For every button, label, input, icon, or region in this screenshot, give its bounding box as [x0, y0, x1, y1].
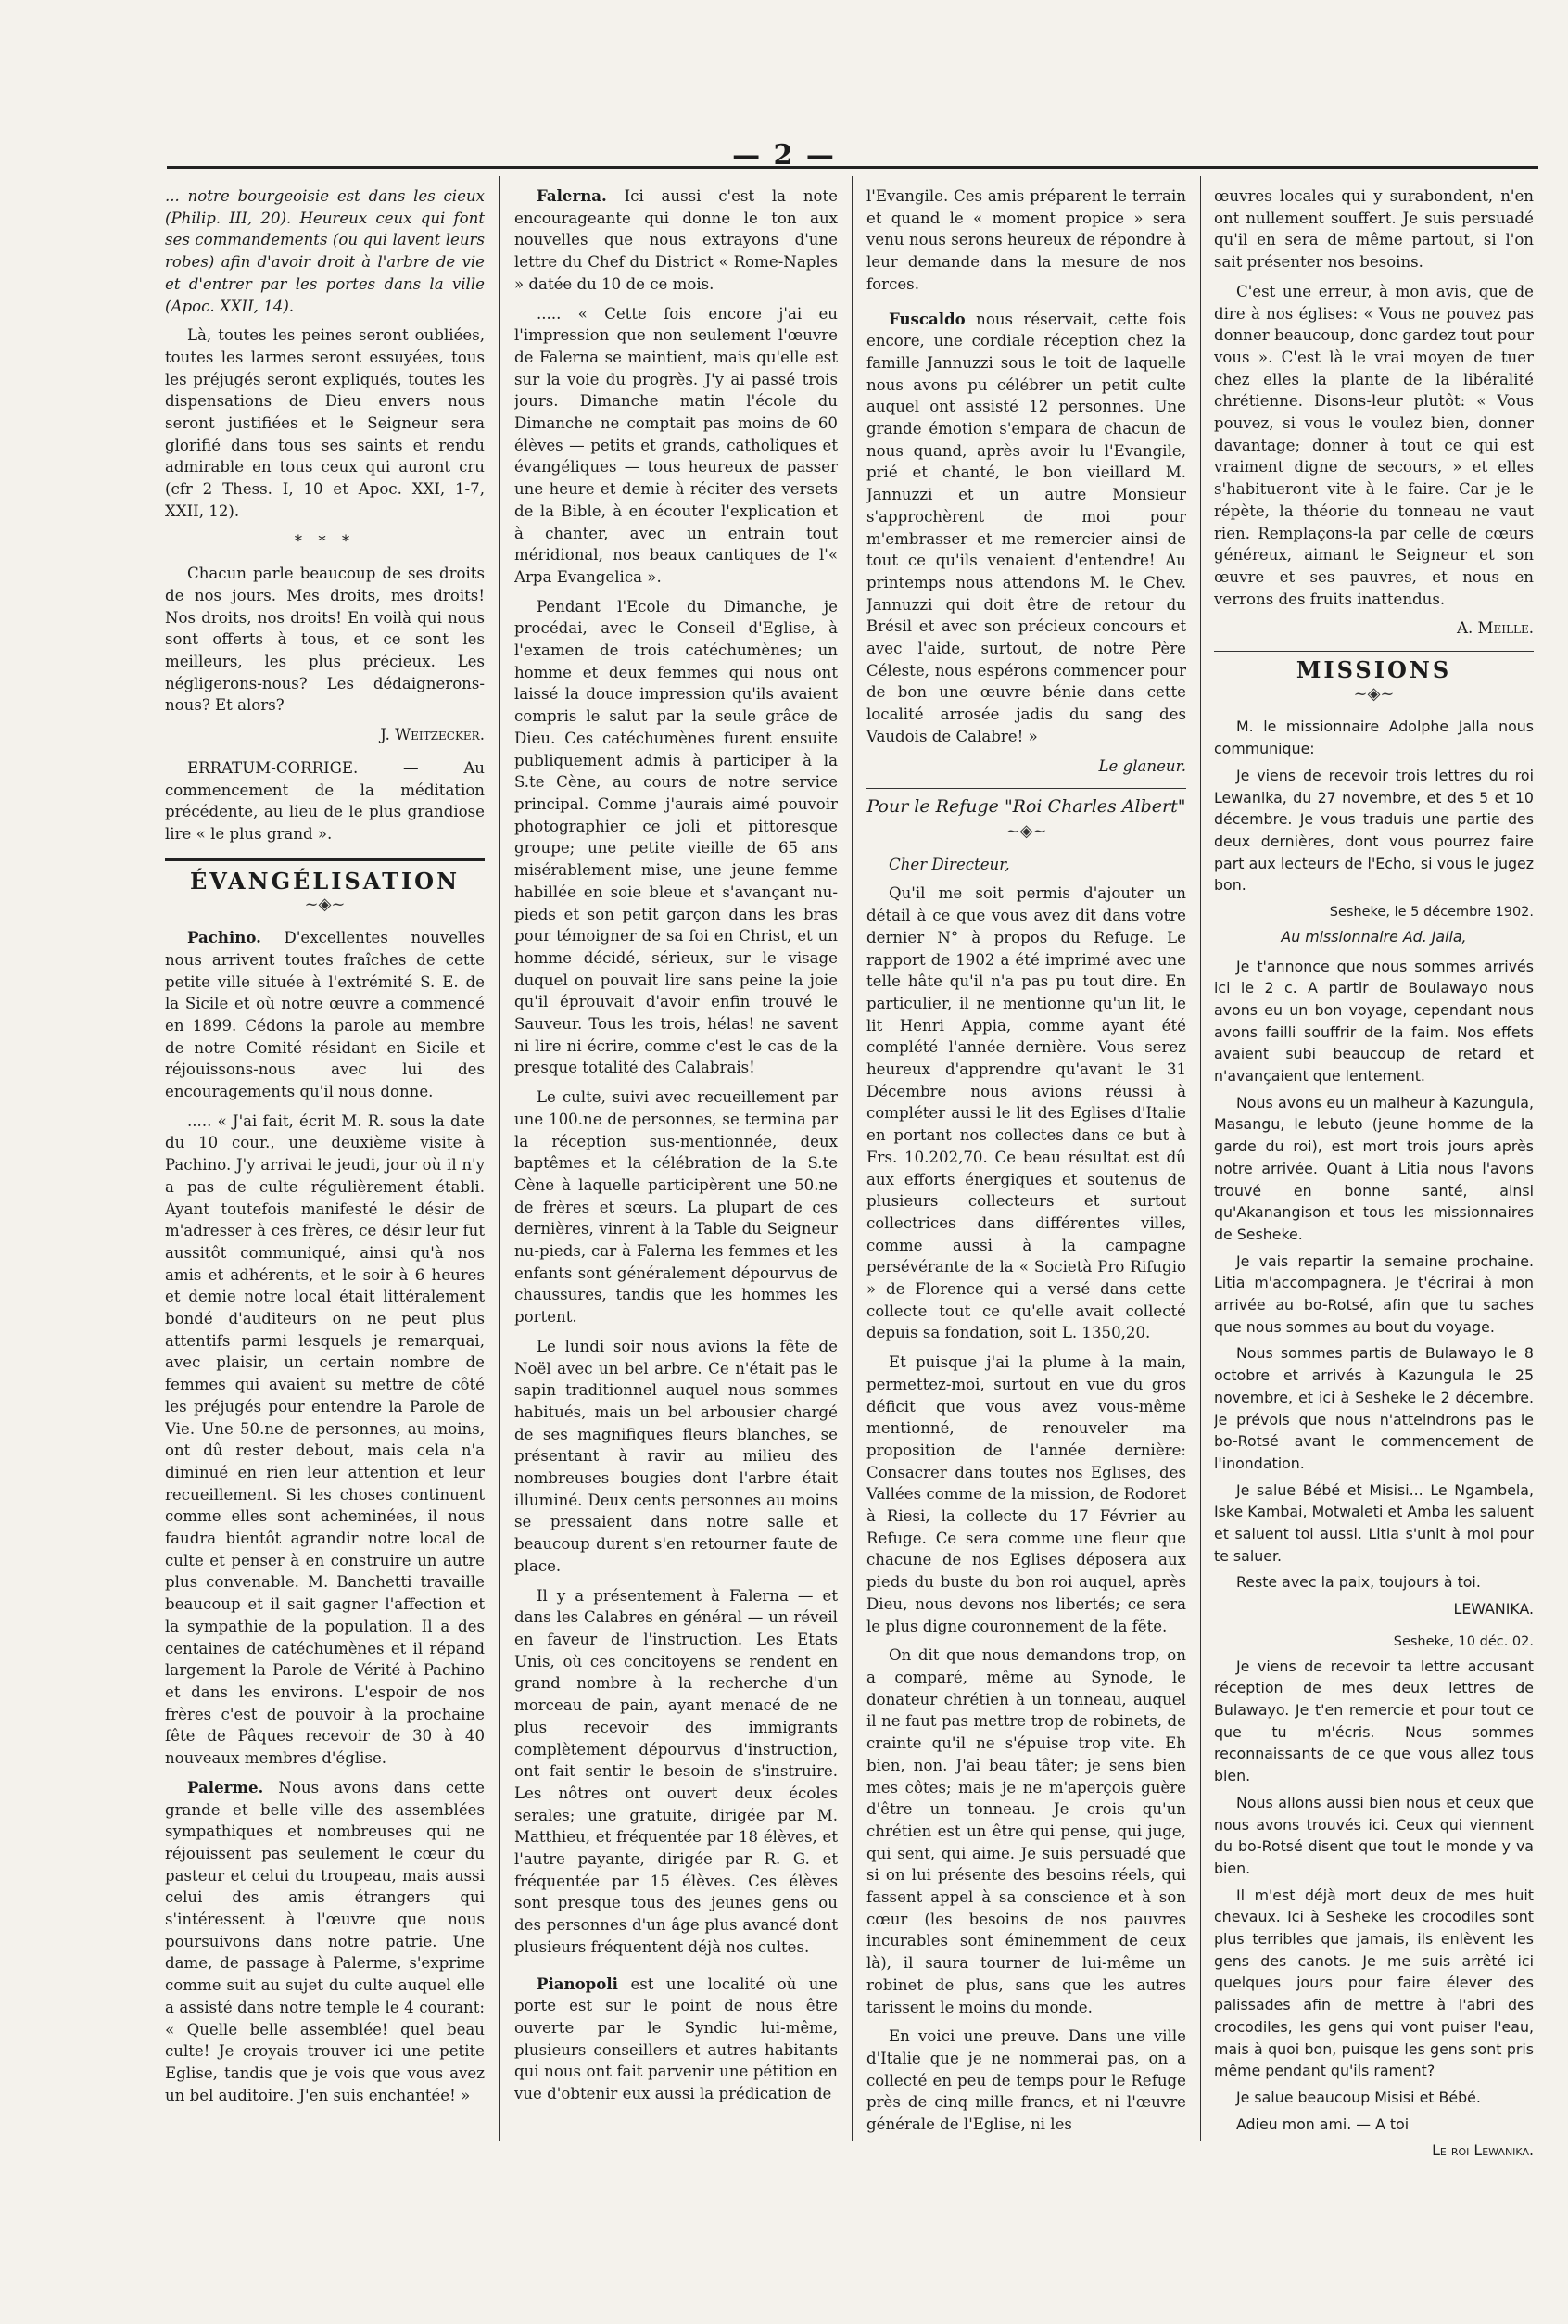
letter-dateline: Sesheke, 10 déc. 02.	[1393, 1633, 1534, 1649]
letter-signature: Le roi Lewanika.	[1432, 2141, 1534, 2160]
column-divider	[1200, 176, 1201, 2141]
paragraph: Pendant l'Ecole du Dimanche, je procédai, avec le Conseil d'Eglise, à l'examen de trois catéchumènes; un homme et deux femmes qui nous ont laissé la douce impression qu'ils avaient compris le salut par la seule grâce de Dieu. Ces catéchumènes furent ensuite publiquement admis à participer à la S.te Cène, au cours de notre service principal. Comme j'aurais aimé pouvoir photographier ce joli et pittoresque groupe; une petite vieille de 65 ans misérablement mise, une jeune femme habillée en soie bleue et s'avançant nu-pieds et son petit garçon dans les bras pour témoigner de sa foi en Christ, et un homme décidé, sérieux, sur le visage duquel on pouvait lire sans peine la joie qu'il éprouvait d'avoir enfin trouvé le Sauveur. Tous les trois, hélas! ne savent ni lire ni écrire, comme c'est le cas de la presque totalité des Calabrais!	[514, 597, 838, 1077]
section-stars: * * *	[294, 531, 356, 550]
column-1	[165, 185, 485, 2290]
article-pianopoli	[514, 1974, 838, 2105]
ornament-icon: ~◈~	[304, 895, 346, 915]
place-name: Fuscaldo	[889, 309, 966, 328]
paragraph: Je t'annonce que nous sommes arrivés ici le 2 c. A partir de Boulawayo nous avons eu un bon voyage, cependant nous avons failli souffrir de la faim. Nos effets avaient subi beaucoup de retard et n'avançaient que lentement.	[1214, 957, 1534, 1086]
column-2	[514, 185, 838, 2290]
scripture-quote: ... notre bourgeoisie est dans les cieux (Philip. III, 20). Heureux ceux qui font ses commandements (ou qui lavent leurs robes) afin d'avoir droit à l'arbre de vie et d'entrer par les portes dans la ville (Apoc. XXII, 14).	[165, 187, 485, 315]
paragraph: Et puisque j'ai la plume à la main, permettez-moi, surtout en vue du gros déficit que vous avez vous-même mentionné, de renouveler ma proposition de l'année dernière: Consacrer dans toutes nos Eglises, des Vallées comme de la mission, de Rodoret à Riesi, la collecte du 17 Février au Refuge. Ce sera comme une fleur que chacune de nos Eglises déposera aux pieds du buste du bon roi auquel, après Dieu, nous devons nos libertés; ce sera le plus digne couronnement de la fête.	[866, 1353, 1186, 1635]
author-signature: J. Weitzecker.	[380, 726, 485, 744]
section-title-evangelisation: ÉVANGÉLISATION	[189, 867, 461, 895]
column-4	[1214, 185, 1534, 2290]
paragraph: Nous allons aussi bien nous et ceux que nous avons trouvés ici. Ceux qui viennent du bo-Rotsé disent que tout le monde y va bien.	[1214, 1793, 1534, 1877]
place-name: Pachino.	[187, 928, 261, 947]
article-title-refuge: Pour le Refuge "Roi Charles Albert"	[866, 796, 1186, 818]
paragraph: Je viens de recevoir trois lettres du roi Lewanika, du 27 novembre, et des 5 et 10 décembre. Je vous traduis une partie des deux dernières, dont vous pourrez faire part aux lecteurs de l'Echo, si vous le jugez bon.	[1214, 766, 1534, 895]
paragraph: Il y a présentement à Falerna — et dans les Calabres en général — un réveil en faveur de l'instruction. Les Etats Unis, où ces concitoyens se rendent en grand nombre à la recherche d'un morceau de pain, ayant menacé de ne plus recevoir des immigrants complètement dépourvus d'instruction, ont fait sentir le besoin de s'instruire. Les nôtres ont ouvert deux écoles serales; une gratuite, dirigée par M. Matthieu, et fréquentée par 18 élèves, et l'autre payante, dirigée par R. G. et fréquentée par 15 élèves. Ces élèves sont presque tous des jeunes gens ou des personnes d'un âge plus avancé dont plusieurs fréquentent déjà nos cultes.	[514, 1586, 838, 1956]
header-rule	[167, 166, 1538, 169]
page-number: — 2 —	[732, 139, 836, 171]
salutation: Cher Directeur,	[889, 855, 1010, 873]
paragraph: ..... « J'ai fait, écrit M. R. sous la date du 10 cour., une deuxième visite à Pachino. J'y arrivai le jeudi, jour où il n'y a pas de culte régulièrement établi. Ayant toutefois manifesté le désir de m'adresser à ces frères, ce désir leur fut aussitôt communiqué, ainsi qu'à nos amis et adhérents, et le soir à 6 heures et demie notre local était littéralement bondé d'auditeurs on ne peut plus attentifs parmi lesquels je remarquai, avec plaisir, un certain nombre de femmes qui avaient su mettre de côté les préjugés pour entendre la Parole de Vie. Une 50.ne de personnes, au moins, ont dû rester debout, mais cela n'a diminué en rien leur attention et leur recueillement. Si les choses continuent comme elles sont acheminées, il nous faudra bientôt agrandir notre local de culte et penser à en construire un autre plus convenable. M. Banchetti travaille beaucoup et il sait gagner l'affection et la sympathie de la population. Il a des centaines de catéchumènes et il répand largement la Parole de Vérité à Pachino et dans les environs. L'espoir de nos frères c'est de pouvoir à la prochaine fête de Pâques recevoir de 30 à 40 nouveaux membres d'église.	[165, 1111, 485, 1768]
paragraph: Je viens de recevoir ta lettre accusant réception de mes deux lettres de Bulawayo. Je t'en remercie et pour tout ce que tu m'écris. Nous sommes reconnaissants de ce que vous allez tous bien.	[1214, 1657, 1534, 1785]
paragraph: Le culte, suivi avec recueillement par une 100.ne de personnes, se termina par la réception sus-mentionnée, deux baptêmes et la célébration de la S.te Cène à laquelle participèrent une 50.ne de frères et sœurs. La plupart de ces dernières, vinrent à la Table du Seigneur nu-pieds, car à Falerna les femmes et les enfants sont généralement dépourvus de chaussures, tandis que les hommes les portent.	[514, 1088, 838, 1327]
paragraph: D'excellentes nouvelles nous arrivent toutes fraîches de cette petite ville située à l'extrémité S. E. de la Sicile et où notre œuvre a commencé en 1899. Cédons la parole au membre de notre Comité résidant en Sicile et réjouissons-nous avec lui des encouragements qu'il nous donne.	[165, 929, 485, 1101]
paragraph: Le lundi soir nous avions la fête de Noël avec un bel arbre. Ce n'était pas le sapin traditionnel auquel nous sommes habitués, mais un bel arbousier chargé de ses magnifiques fleurs blanches, se présentant à ravir au milieu des nombreuses bougies dont l'arbre était illuminé. Deux cents personnes au moins se pressaient dans notre salle et beaucoup durent s'en retourner faute de place.	[514, 1337, 838, 1575]
paragraph: En voici une preuve. Dans une ville d'Italie que je ne nommerai pas, on a collecté en peu de temps pour le Refuge près de cinq mille francs, et ni l'œuvre générale de l'Eglise, ni les	[866, 2027, 1186, 2134]
paragraph: C'est une erreur, à mon avis, que de dire à nos églises: « Vous ne pouvez pas donner beaucoup, donc gardez tout pour vous ». C'est là le vrai moyen de tuer chez elles la plante de la libéralité chrétienne. Disons-leur plutôt: « Vous pouvez, si vous le voulez bien, donner davantage; donner à tout ce qui est vraiment digne de secours, » et elles s'habitueront vite à le faire. Car je le répète, la théorie du tonneau ne vaut rien. Remplaçons-la par celle de cœurs généreux, aimant le Seigneur et son œuvre et ses pauvres, et nous en verrons des fruits inattendus.	[1214, 282, 1534, 608]
paragraph: Je salue Bébé et Misisi... Le Ngambela, Iske Kambai, Motwaleti et Amba les saluent et saluent toi aussi. Litia s'unit à moi pour te saluer.	[1214, 1480, 1534, 1565]
letter-signature: LEWANIKA.	[1453, 1600, 1534, 1619]
section-title-missions: MISSIONS	[1296, 656, 1452, 684]
letter-addressee: Au missionnaire Ad. Jalla,	[1281, 927, 1467, 946]
paragraph: ..... « Cette fois encore j'ai eu l'impression que non seulement l'œuvre de Falerna se maintient, mais qu'elle est sur la voie du progrès. J'y ai passé trois jours. Dimanche matin l'école du Dimanche ne comptait pas moins de 60 élèves — petits et grands, catholiques et évangéliques — tous heureux de passer une heure et demie à réciter des versets de la Bible, à en écouter l'explication et à chanter, avec un entrain tout méridional, nos beaux cantiques de l'« Arpa Evangelica ».	[514, 304, 838, 586]
paragraph: On dit que nous demandons trop, on a comparé, même au Synode, le donateur chrétien à un tonneau, auquel il ne faut pas mettre trop de robinets, de crainte qu'il ne s'épuise trop vite. Eh bien, non. J'ai beau tâter; je sens bien mes côtes; mais je ne m'aperçois guère d'être un tonneau. Je crois qu'un chrétien est un être qui pense, qui juge, qui sent, qui aime. Je suis persuadé que si on lui présente des besoins réels, qui fassent appel à sa conscience et à son cœur (les besoins de nos pauvres incurables sont éminemment de ceux là), il saura tourner de lui-même un robinet de plus, sans que les autres tarissent le moins du monde.	[866, 1646, 1186, 2016]
section-rule	[866, 788, 1186, 789]
missions-article	[1214, 716, 1534, 2162]
place-name: Falerna.	[537, 186, 607, 205]
article-pachino	[165, 927, 485, 1103]
paragraph: œuvres locales qui y surabondent, n'en ont nullement souffert. Je suis persuadé qu'il en sera de même partout, si l'on sait présenter nos besoins.	[1214, 187, 1534, 272]
column-divider	[499, 176, 500, 2141]
author-signature: Le glaneur.	[1098, 756, 1186, 775]
paragraph: Chacun parle beaucoup de ses droits de nos jours. Mes droits, mes droits! Nos droits, nos droits! En voilà qui nous sont offerts à tous, et ce sont les meilleurs, les plus précieux. Les négligerons-nous? Les dédaignerons-nous? Et alors?	[165, 565, 485, 715]
paragraph: l'Evangile. Ces amis préparent le terrain et quand le « moment propice » sera venu nous serons heureux de répondre à leur demande dans la mesure de nos forces.	[866, 187, 1186, 293]
paragraph: M. le missionnaire Adolphe Jalla nous communique:	[1214, 718, 1534, 758]
paragraph: Nous avons eu un malheur à Kazungula, Masangu, le lebuto (jeune homme de la garde du roi), est mort trois jours après notre arrivée. Quant à Litia nous l'avons trouvé en bonne santé, ainsi qu'Akanangison et tous les missionnaires de Sesheke.	[1214, 1093, 1534, 1243]
paragraph: Qu'il me soit permis d'ajouter un détail à ce que vous avez dit dans votre dernier N° à propos du Refuge. Le rapport de 1902 a été imprimé avec une telle hâte qu'il n'a pas pu tout dire. En particulier, il ne mentionne qu'un lit, le lit Henri Appia, comme ayant été complété l'année dernière. Vous serez heureux d'apprendre qu'avant le 31 Décembre nous avions réussi à compléter aussi le lit des Eglises d'Italie en portant nos collectes dans ce but à Frs. 10.202,70. Ce beau résultat est dû aux efforts énergiques et soutenus de plusieurs collecteurs et surtout collectrices dans différentes villes, comme aussi à la campagne persévérante de la « Società Pro Rifugio » de Florence qui a versé dans cette collecte tout ce qu'elle avait collecté depuis sa fondation, soit L. 1350,20.	[866, 884, 1186, 1342]
paragraph: Adieu mon ami. — A toi	[1236, 2114, 1410, 2133]
erratum-note: ERRATUM-CORRIGE. — Au commencement de la méditation précédente, au lieu de le plus grandiose lire « le plus grand ».	[165, 758, 485, 843]
section-rule	[1214, 651, 1534, 652]
author-signature: A. Meille.	[1457, 619, 1534, 638]
letter-dateline: Sesheke, le 5 décembre 1902.	[1329, 905, 1534, 921]
paragraph: nous réservait, cette fois encore, une cordiale réception chez la famille Jannuzzi sous le toit de laquelle nous avons pu célébrer un petit culte auquel ont assisté 12 personnes. Une grande émotion s'empara de chacun de nous quand, après avoir lu l'Evangile, prié et chanté, le bon vieillard M. Jannuzzi et un autre Monsieur s'approchèrent de moi pour m'embrasser et me remercier ainsi de tout ce qu'ils venaient d'entendre! Au printemps nous attendons M. le Chev. Jannuzzi qui doit être de retour du Brésil et avec son précieux concours et avec l'aide, surtout, de notre Père Céleste, nous espérons commencer pour de bon une œuvre bénie dans cette localité arrosée jadis du sang des Vaudois de Calabre! »	[866, 310, 1186, 745]
article-fuscaldo	[866, 309, 1186, 748]
column-3	[866, 185, 1186, 2290]
paragraph: Nous avons dans cette grande et belle ville des assemblées sympathiques et nombreuses qui ne réjouissent pas seulement le cœur du pasteur et celui du troupeau, mais aussi celui des amis étrangers qui s'intéressent à l'œuvre que nous poursuivons dans notre patrie. Une dame, de passage à Palerme, s'exprime comme suit au sujet du culte auquel elle a assisté dans notre temple le 4 courant: « Quelle belle assemblée! quel beau culte! Je croyais trouver ici une petite Eglise, tandis que je vois que vous avez un bel auditoire. J'en suis enchantée! »	[165, 1778, 485, 2104]
ornament-icon: ~◈~	[1353, 683, 1395, 704]
paragraph: Ici aussi c'est la note encourageante qui donne le ton aux nouvelles que nous extrayons d'une lettre du Chef du District « Rome-Naples » datée du 10 de ce mois.	[514, 187, 838, 293]
paragraph: Je salue beaucoup Misisi et Bébé.	[1236, 2088, 1481, 2106]
place-name: Pianopoli	[537, 1974, 618, 1993]
ornament-icon: ~◈~	[1005, 820, 1047, 841]
column-divider	[852, 176, 853, 2141]
paragraph: Il m'est déjà mort deux de mes huit chevaux. Ici à Sesheke les crocodiles sont plus terribles que jamais, ils enlèvent les gens des canots. Je me suis arrêté ici quelques jours pour faire élever des palissades afin de mettre à l'abri des crocodiles, les gens qui vont puiser l'eau, mais à quoi bon, puisque les gens sont pris même pendant qu'ils rament?	[1214, 1886, 1534, 2080]
paragraph: Nous sommes partis de Bulawayo le 8 octobre et arrivés à Kazungula le 25 novembre, et ici à Sesheke le 2 décembre. Je prévois que nous n'atteindrons pas le bo-Rotsé avant le commencement de l'inondation.	[1214, 1344, 1534, 1472]
place-name: Palerme.	[187, 1777, 264, 1797]
section-rule	[165, 858, 485, 861]
paragraph: est une localité où une porte est sur le point de nous être ouverte par le Syndic lui-même, plusieurs conseillers et autres habitants qui nous ont fait parvenir une pétition en vue d'obtenir eux aussi la prédication de	[514, 1975, 838, 2103]
paragraph: Là, toutes les peines seront oubliées, toutes les larmes seront essuyées, tous les préjugés seront expliqués, toutes les dispensations de Dieu envers nous seront justifiées et le Seigneur sera glorifié dans tous ses saints et rendu admirable en tous ceux qui auront cru (cfr 2 Thess. I, 10 et Apoc. XXI, 1-7, XXII, 12).	[165, 326, 485, 520]
paragraph: Je vais repartir la semaine prochaine. Litia m'accompagnera. Je t'écrirai à mon arrivée au bo-Rotsé, afin que tu saches que nous sommes au bout du voyage.	[1214, 1251, 1534, 1336]
article-falerna	[514, 185, 838, 296]
article-palerme	[165, 1777, 485, 2107]
paragraph: Reste avec la paix, toujours à toi.	[1236, 1573, 1481, 1592]
